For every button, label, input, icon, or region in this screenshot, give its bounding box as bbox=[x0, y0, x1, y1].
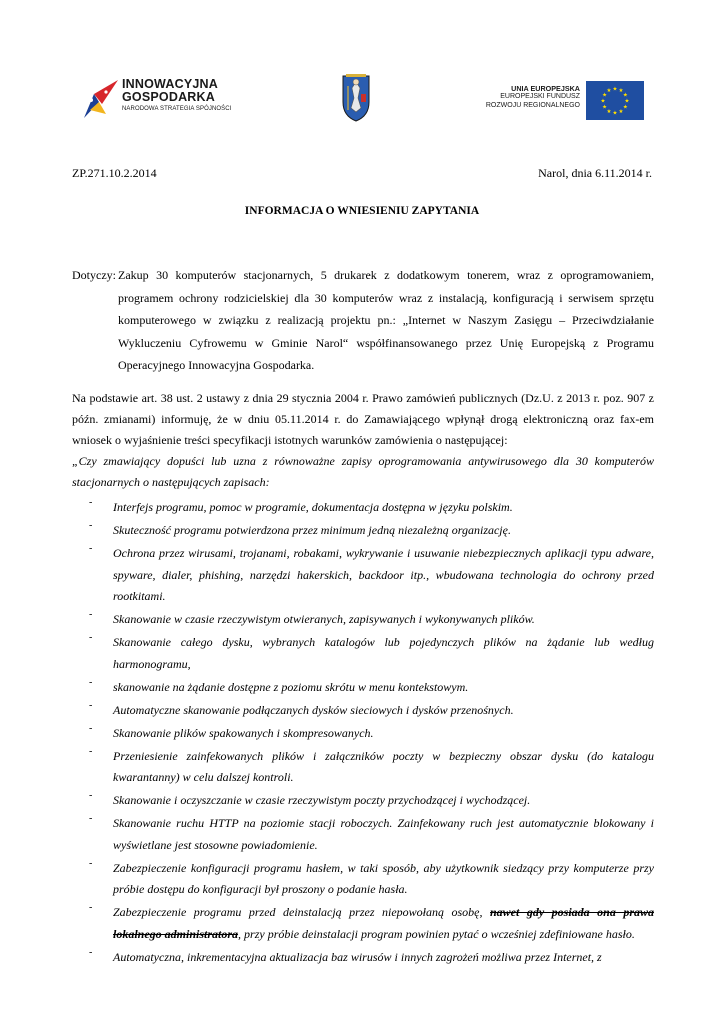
struck-text: nawet gdy posiada ona prawa lokalnego administratora bbox=[113, 905, 654, 941]
subject-text: Zakup 30 komputerów stacjonarnych, 5 drukarek z dodatkowym tonerem, wraz z oprogramowaniem, programem ochrony rodzicielskiej dla 30 komputerów wraz z instalacją, konfiguracją i serwisem sprzętu komputerowego w związku z realizacją projektu pn.: „Internet w Naszym Zasięgu – Przeciwdziałanie Wykluczeniu Cyfrowemu w Gminie Narol“ współfinansowanego przez Unię Europejską z Programu Operacyjnego Innowacyjna Gospodarka. bbox=[118, 268, 654, 372]
body-paragraph: Na podstawie art. 38 ust. 2 ustawy z dnia 29 stycznia 2004 r. Prawo zamówień publicznych (Dz.U. z 2013 r. poz. 907 z późn. zmianami) informuję, że w dniu 05.11.2014 r. do Zamawiającego wpłynął drogą elektroniczną oraz fax-em wniosek o wyjaśnienie treści specyfikacji istotnych warunków zamówienia o następującej: bbox=[72, 391, 654, 447]
innowacyjna-gospodarka-logo bbox=[82, 74, 242, 124]
eu-star: ★ bbox=[622, 92, 628, 99]
ig-logo-line2: GOSPODARKA bbox=[122, 90, 215, 104]
list-item-text: Skanowanie plików spakowanych i skompresowanych. bbox=[113, 725, 374, 740]
list-item-text: Automatyczne skanowanie podłączanych dysków sieciowych i dysków przenośnych. bbox=[113, 702, 514, 717]
list-item-text-before: Zabezpieczenie programu przed deinstalacją przez niepowołaną osobę, bbox=[113, 905, 490, 919]
eu-star: ★ bbox=[618, 108, 624, 115]
reference-number: ZP.271.10.2.2014 bbox=[72, 166, 157, 180]
list-item-text: Zabezpieczenie konfiguracji programu hasłem, w taki sposób, aby użytkownik siedzący przy komputerze przy próbie dostępu do konfiguracji był proszony o podanie hasła. bbox=[113, 860, 654, 896]
eu-star: ★ bbox=[624, 98, 630, 105]
eu-star: ★ bbox=[602, 92, 608, 99]
list-bullet: - bbox=[89, 609, 93, 620]
list-item bbox=[72, 497, 654, 519]
narol-coat-of-arms-icon bbox=[341, 72, 371, 122]
eu-star: ★ bbox=[618, 88, 624, 95]
eu-fund-label bbox=[470, 84, 580, 110]
list-bullet: - bbox=[89, 543, 93, 554]
list-bullet: - bbox=[89, 857, 93, 869]
list-item bbox=[72, 700, 654, 722]
ig-star-icon bbox=[82, 74, 120, 120]
eu-label-line3: ROZWOJU REGIONALNEGO bbox=[485, 101, 580, 109]
list-item bbox=[72, 858, 654, 901]
requirements-list bbox=[72, 497, 654, 970]
list-item bbox=[72, 746, 654, 789]
list-item-text-after: , przy próbie deinstalacji program powinien pytać o wcześniej zdefiniowane hasło. bbox=[238, 926, 635, 941]
list-item-text: Skanowanie i oczyszczanie w czasie rzeczywistym poczty przychodzącej i wychodzącej. bbox=[113, 793, 531, 807]
list-item-text: Skanowanie ruchu HTTP na poziomie stacji roboczych. Zainfekowany ruch jest automatycznie blokowany i wyświetlane jest stosowne powiadomienie. bbox=[113, 816, 654, 852]
list-bullet: - bbox=[89, 520, 93, 531]
list-bullet: - bbox=[89, 813, 93, 824]
list-item-text: Skanowanie w czasie rzeczywistym otwieranych, zapisywanych i wykonywanych plików. bbox=[113, 612, 535, 626]
document-date: Narol, dnia 6.11.2014 r. bbox=[538, 166, 652, 180]
list-item-text: Automatyczna, inkrementacyjna aktualizacja baz wirusów i innych zagrożeń możliwa przez Internet, z bbox=[113, 949, 602, 964]
eu-label-line1: UNIA EUROPEJSKA bbox=[511, 84, 580, 93]
list-item bbox=[72, 947, 654, 969]
list-item bbox=[72, 723, 654, 745]
list-bullet: - bbox=[89, 745, 93, 757]
list-bullet: - bbox=[89, 946, 93, 958]
document-title: INFORMACJA O WNIESIENIU ZAPYTANIA bbox=[244, 205, 480, 217]
list-item bbox=[72, 520, 654, 542]
list-item-text: Skuteczność programu potwierdzona przez minimum jedną niezależną organizację. bbox=[113, 523, 511, 537]
list-item bbox=[72, 543, 654, 608]
eu-star: ★ bbox=[612, 86, 618, 93]
eu-star: ★ bbox=[606, 88, 612, 95]
body-quote: „Czy zmawiający dopuści lub uzna z równoważne zapisy oprogramowania antywirusowego dla 30 komputerów stacjonarnych o następujących zapisach: bbox=[72, 454, 654, 489]
list-item bbox=[72, 632, 654, 675]
list-item bbox=[72, 813, 654, 856]
list-item-text: Przeniesienie zainfekowanych plików i załączników poczty w bezpieczny obszar dysku (do katalogu kwarantanny) w celu dalszej kontroli. bbox=[113, 748, 654, 784]
ig-logo-line1: INNOWACYJNA bbox=[122, 77, 218, 91]
list-item bbox=[72, 609, 654, 631]
list-item bbox=[72, 790, 654, 812]
list-bullet: - bbox=[89, 902, 93, 913]
list-bullet: - bbox=[89, 676, 93, 688]
body-section bbox=[72, 388, 654, 493]
eu-star: ★ bbox=[622, 104, 628, 111]
eu-star: ★ bbox=[612, 110, 618, 117]
list-bullet: - bbox=[89, 790, 93, 801]
list-item-text: Interfejs programu, pomoc w programie, dokumentacja dostępna w języku polskim. bbox=[113, 500, 513, 514]
subject-block bbox=[72, 264, 654, 377]
eu-label-line2: EUROPEJSKI FUNDUSZ bbox=[500, 93, 580, 100]
list-item-text: skanowanie na żądanie dostępne z poziomu skrótu w menu kontekstowym. bbox=[113, 679, 469, 694]
eu-star: ★ bbox=[602, 104, 608, 111]
list-bullet: - bbox=[89, 497, 93, 508]
subject-label: Dotyczy: bbox=[72, 268, 116, 282]
ig-logo-line3: NARODOWA STRATEGIA SPÓJNOŚCI bbox=[122, 106, 232, 112]
list-bullet: - bbox=[89, 632, 93, 643]
eu-star: ★ bbox=[600, 98, 606, 105]
list-item bbox=[72, 677, 654, 699]
eu-flag-icon bbox=[586, 81, 644, 120]
list-item bbox=[72, 902, 654, 945]
list-item-text: Ochrona przez wirusami, trojanami, robakami, wykrywanie i usuwanie niebezpiecznych aplikacji typu adware, spyware, dialer, phishing, narzędzi hakerskich, backdoor itp., wbudowana technologia do ochrony przed rootkitami. bbox=[113, 546, 654, 603]
list-bullet: - bbox=[89, 699, 93, 711]
eu-star: ★ bbox=[606, 108, 612, 115]
list-item-text: Skanowanie całego dysku, wybranych katalogów lub pojedynczych plików na żądanie lub według harmonogramu, bbox=[113, 635, 654, 671]
list-bullet: - bbox=[89, 722, 93, 734]
